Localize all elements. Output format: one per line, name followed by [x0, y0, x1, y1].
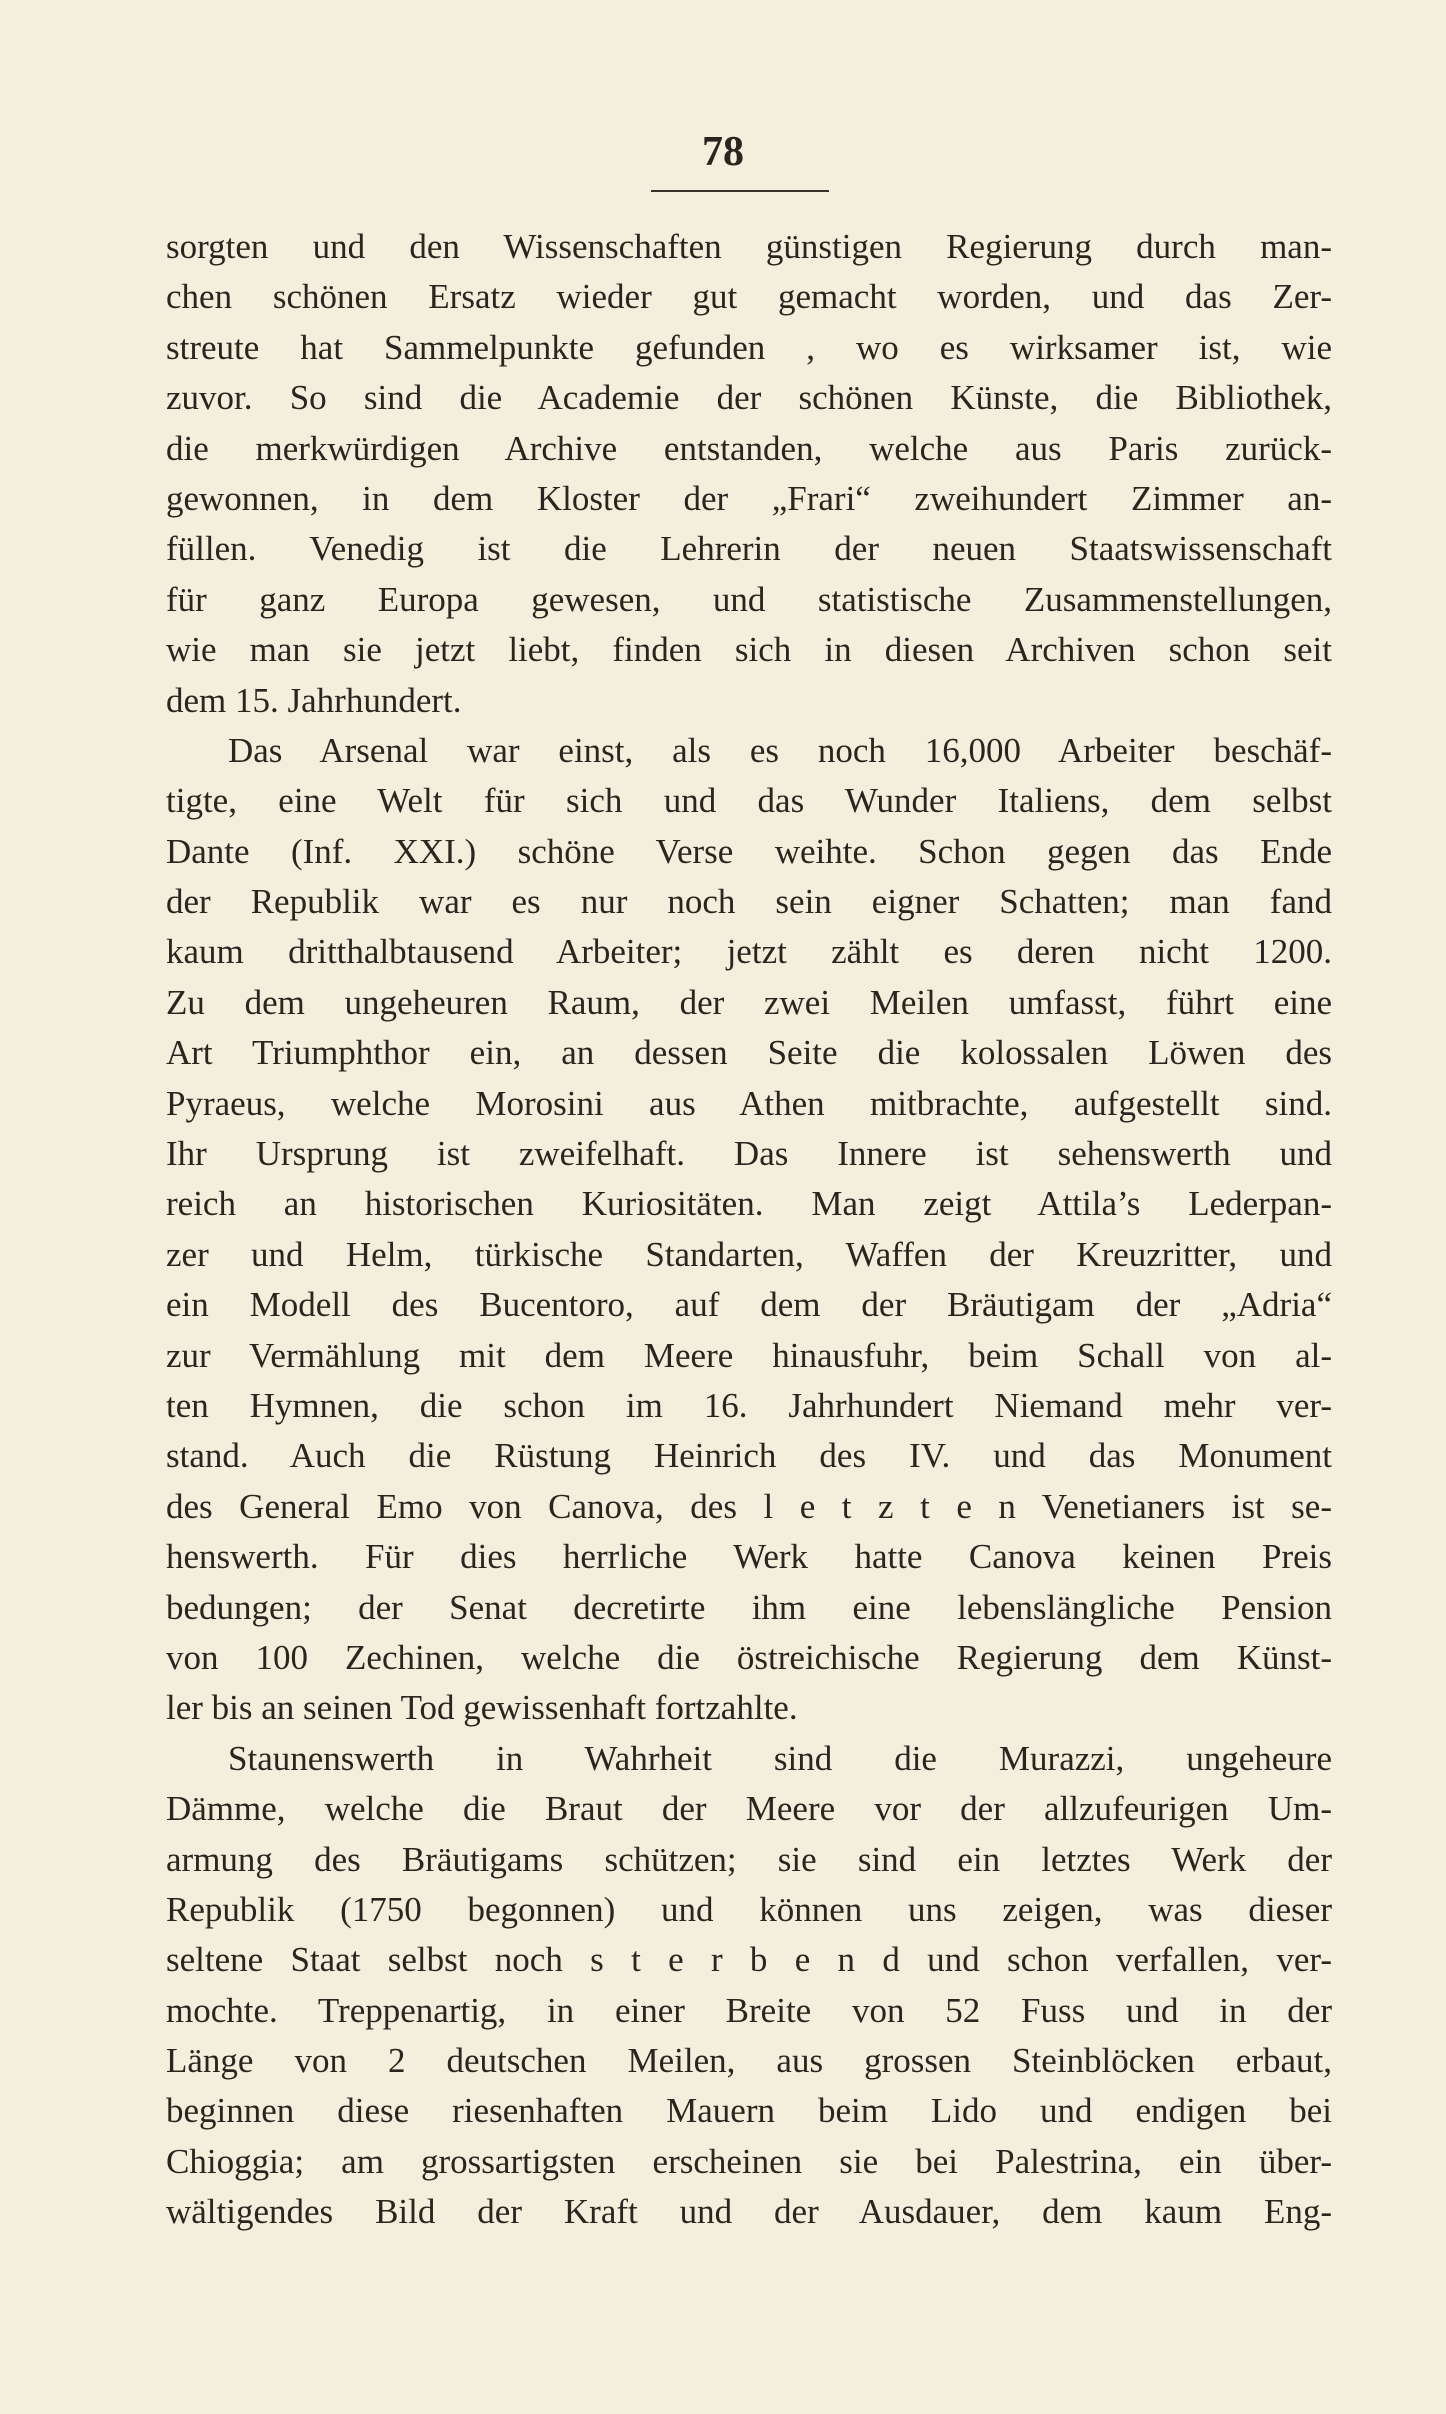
- text-line: mochte. Treppenartig, in einer Breite von 52 Fuss und in der: [166, 1990, 1332, 2030]
- text-line: Dante (Inf. XXI.) schöne Verse weihte. Schon gegen das Ende: [166, 831, 1332, 871]
- text-line: zuvor. So sind die Academie der schönen Künste, die Bibliothek,: [166, 378, 1332, 418]
- text-line: chen schönen Ersatz wieder gut gemacht worden, und das Zer-: [166, 277, 1332, 317]
- text-line: kaum dritthalbtausend Arbeiter; jetzt zählt es deren nicht 1200.: [166, 932, 1332, 972]
- text-line: des General Emo von Canova, des l e t z t e n Venetianers ist se-: [166, 1486, 1332, 1526]
- text-line: tigte, eine Welt für sich und das Wunder Italiens, dem selbst: [166, 781, 1332, 821]
- text-line: der Republik war es nur noch sein eigner Schatten; man fand: [166, 882, 1332, 922]
- text-line: Das Arsenal war einst, als es noch 16,000 Arbeiter beschäf-: [228, 730, 1332, 770]
- text-line: ler bis an seinen Tod gewissenhaft fortzahlte.: [166, 1688, 798, 1728]
- text-line: füllen. Venedig ist die Lehrerin der neuen Staatswissenschaft: [166, 529, 1332, 569]
- text-line: Art Triumphthor ein, an dessen Seite die kolossalen Löwen des: [166, 1033, 1332, 1073]
- text-line: sorgten und den Wissenschaften günstigen Regierung durch man-: [166, 227, 1332, 266]
- text-line: bedungen; der Senat decretirte ihm eine lebenslängliche Pension: [166, 1587, 1332, 1627]
- text-line: Länge von 2 deutschen Meilen, aus grossen Steinblöcken erbaut,: [166, 2041, 1332, 2081]
- text-line: gewonnen, in dem Kloster der „Frari“ zweihundert Zimmer an-: [166, 478, 1332, 518]
- page-number: 78: [702, 129, 744, 175]
- text-line: die merkwürdigen Archive entstanden, welche aus Paris zurück-: [166, 428, 1332, 468]
- text-line: ten Hymnen, die schon im 16. Jahrhundert Niemand mehr ver-: [166, 1385, 1332, 1425]
- text-line: wie man sie jetzt liebt, finden sich in diesen Archiven schon seit: [166, 630, 1332, 670]
- text-line: zur Vermählung mit dem Meere hinausfuhr, beim Schall von al-: [166, 1335, 1332, 1375]
- text-line: Republik (1750 begonnen) und können uns zeigen, was dieser: [166, 1889, 1332, 1929]
- text-line: Chioggia; am grossartigsten erscheinen sie bei Palestrina, ein über-: [166, 2141, 1332, 2181]
- text-line: henswerth. Für dies herrliche Werk hatte Canova keinen Preis: [166, 1537, 1332, 1577]
- text-line: beginnen diese riesenhaften Mauern beim Lido und endigen bei: [166, 2091, 1332, 2131]
- text-line: dem 15. Jahrhundert.: [166, 680, 462, 720]
- text-line: ein Modell des Bucentoro, auf dem der Bräutigam der „Adria“: [166, 1285, 1332, 1325]
- text-line: Pyraeus, welche Morosini aus Athen mitbrachte, aufgestellt sind.: [166, 1083, 1332, 1123]
- header-rule: [651, 190, 829, 192]
- text-line: von 100 Zechinen, welche die östreichische Regierung dem Künst-: [166, 1637, 1332, 1677]
- text-line: streute hat Sammelpunkte gefunden , wo es wirksamer ist, wie: [166, 327, 1332, 367]
- text-line: Ihr Ursprung ist zweifelhaft. Das Innere ist sehenswerth und: [166, 1134, 1332, 1174]
- text-line: Dämme, welche die Braut der Meere vor der allzufeurigen Um-: [166, 1789, 1332, 1829]
- text-line: wältigendes Bild der Kraft und der Ausdauer, dem kaum Eng-: [166, 2192, 1332, 2232]
- text-line: für ganz Europa gewesen, und statistische Zusammenstellungen,: [166, 579, 1332, 619]
- body-text: [166, 222, 1332, 2238]
- text-line: Zu dem ungeheuren Raum, der zwei Meilen umfasst, führt eine: [166, 982, 1332, 1022]
- text-line: zer und Helm, türkische Standarten, Waffen der Kreuzritter, und: [166, 1234, 1332, 1274]
- text-line: reich an historischen Kuriositäten. Man zeigt Attila’s Lederpan-: [166, 1184, 1332, 1224]
- text-line: seltene Staat selbst noch s t e r b e n d und schon verfallen, ver-: [166, 1940, 1332, 1980]
- text-line: armung des Bräutigams schützen; sie sind ein letztes Werk der: [166, 1839, 1332, 1879]
- text-line: Staunenswerth in Wahrheit sind die Murazzi, ungeheure: [228, 1738, 1332, 1778]
- text-line: stand. Auch die Rüstung Heinrich des IV. und das Monument: [166, 1436, 1332, 1476]
